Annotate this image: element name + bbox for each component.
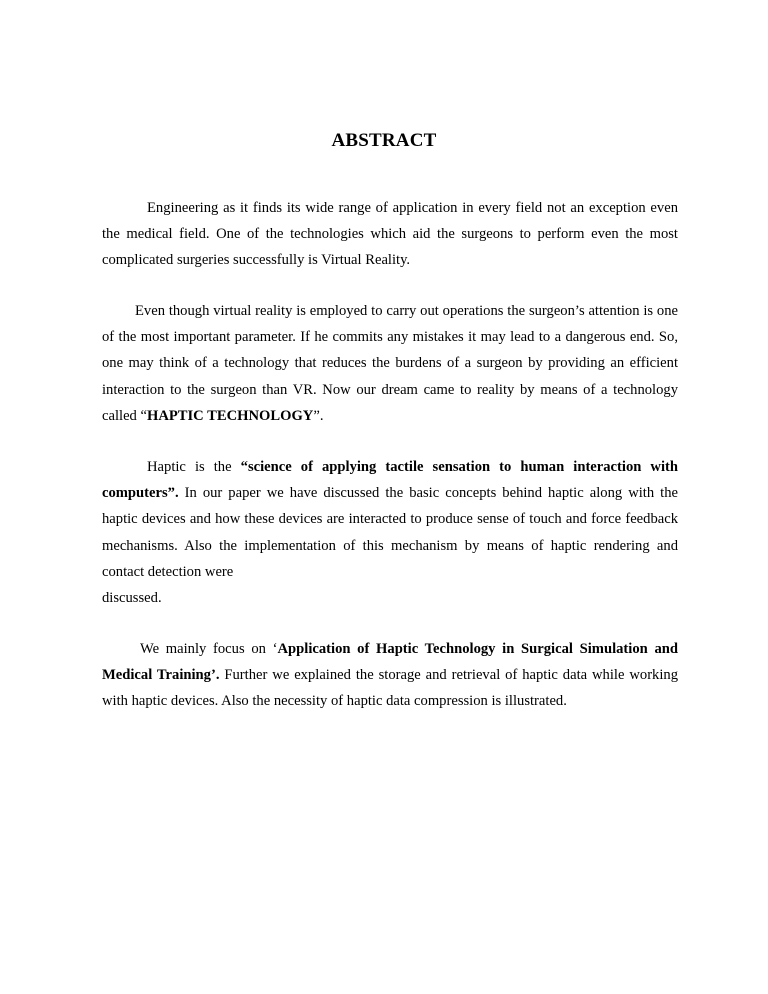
paragraph-intro — [102, 195, 678, 274]
paragraph-focus — [102, 636, 678, 715]
paragraph-focus-text-a: We mainly focus on ‘ — [140, 641, 278, 657]
focus-topic-title: Application of Haptic Technology in Surgical Simulation and Medical Training’. — [102, 641, 678, 684]
paragraph-vr-text-b: ”. — [313, 407, 324, 424]
paragraph-virtual-reality — [102, 298, 678, 429]
paragraph-focus-text-b: Further we explained the storage and retrieval of haptic data while working with haptic devices. Also the necessity of haptic data compression is illustrated. — [102, 667, 678, 710]
paragraph-haptic-text-c: discussed. — [102, 590, 162, 607]
paragraph-haptic-text-a: Haptic is the — [147, 459, 241, 475]
paragraph-haptic-text-b: In our paper we have discussed the basic concepts behind haptic along with the haptic devices and how these devices are interacted to produce sense of touch and force feedback mechanisms. Also the implementation of this mechanism by means of haptic rendering and contact detection were — [102, 485, 678, 580]
page-title: ABSTRACT — [331, 130, 437, 151]
paragraph-intro-text: Engineering as it finds its wide range of application in every field not an exception even the medical field. One of the technologies which aid the surgeons to perform even the most complicated surgeries successfully is Virtual Reality. — [102, 200, 678, 269]
haptic-technology-term: HAPTIC TECHNOLOGY — [146, 407, 314, 424]
paragraph-haptic-definition — [102, 454, 678, 611]
haptic-definition-quote: “science of applying tactile sensation to human interaction with computers”. — [102, 459, 678, 502]
paragraph-vr-text-a: Even though virtual reality is employed to carry out operations the surgeon’s attention is one of the most important parameter. If he commits any mistakes it may lead to a dangerous end. So, one may think of a technology that reduces the burdens of a surgeon by providing an efficient interaction to the surgeon than VR. Now our dream came to reality by means of a technology called “ — [102, 303, 678, 424]
